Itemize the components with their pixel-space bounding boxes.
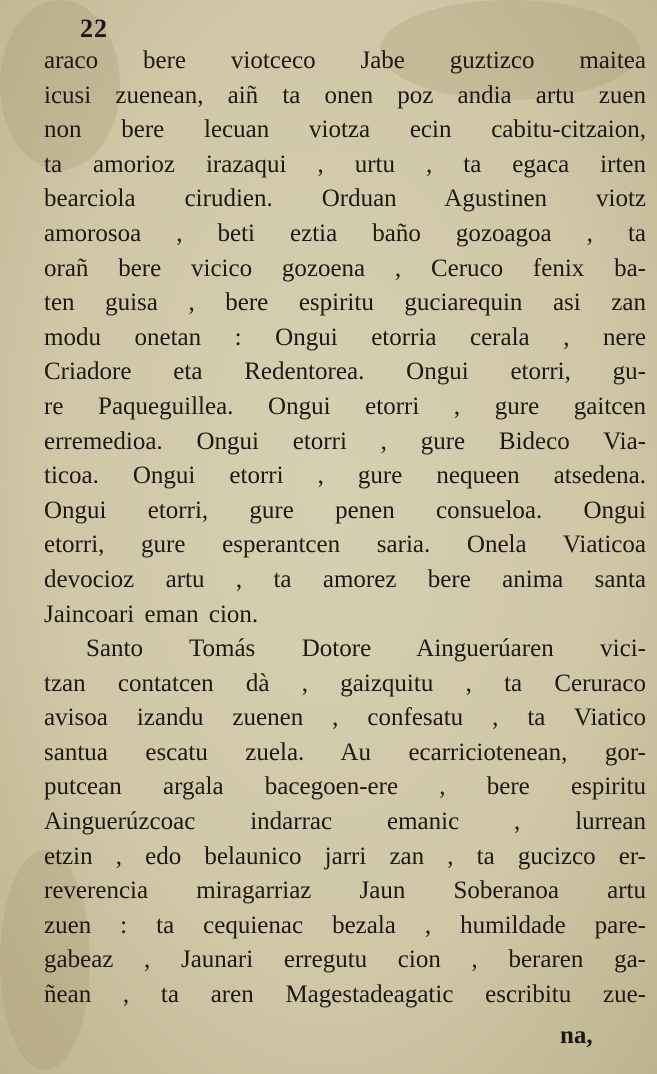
text-line: etzin , edo belaunico jarri zan , ta gucizco er-	[44, 842, 646, 870]
text-line: gabeaz , Jaunari erregutu cion , beraren ga-	[44, 946, 646, 974]
text-line: Santo Tomás Dotore Ainguerúaren vici-	[86, 635, 646, 663]
text-line: modu onetan : Ongui etorria cerala , nere	[44, 323, 646, 351]
text-line: ñean , ta aren Magestadeagatic escribitu zue-	[44, 981, 646, 1009]
text-line: Criadore eta Redentorea. Ongui etorri, gu-	[44, 358, 646, 386]
text-line: bearciola cirudien. Orduan Agustinen viotz	[44, 185, 646, 213]
text-line: devocioz artu , ta amorez bere anima santa	[44, 565, 646, 593]
text-line: orañ bere vicico gozoena , Ceruco fenix ba-	[44, 254, 646, 282]
text-line: tzan contatcen dà , gaizquitu , ta Ceruraco	[44, 669, 646, 697]
text-line: icusi zuenean, aiñ ta onen poz andia artu zuen	[44, 81, 646, 109]
paragraphs	[44, 44, 646, 1013]
text-line: re Paqueguillea. Ongui etorri , gure gaitcen	[44, 392, 646, 420]
text-line: putcean argala bacegoen-ere , bere espiritu	[44, 773, 646, 801]
text-line: Ongui etorri, gure penen consueloa. Ongui	[44, 496, 646, 524]
text-line: amorosoa , beti eztia baño gozoagoa , ta	[44, 219, 646, 247]
text-line: ticoa. Ongui etorri , gure nequeen atsedena.	[44, 462, 646, 490]
text-line: erremedioa. Ongui etorri , gure Bideco Via-	[44, 427, 646, 455]
text-line: ten guisa , bere espiritu guciarequin asi zan	[44, 289, 646, 317]
text-line: etorri, gure esperantcen saria. Onela Viaticoa	[44, 531, 646, 559]
text-line: santua escatu zuela. Au ecarriciotenean, gor-	[44, 738, 646, 766]
text-line: reverencia miragarriaz Jaun Soberanoa artu	[44, 877, 646, 905]
paragraph	[44, 632, 646, 1013]
text-line: Ainguerúzcoac indarrac emanic , lurrean	[44, 808, 646, 836]
text-line: araco bere viotceco Jabe guztizco maitea	[44, 47, 646, 74]
text-line: avisoa izandu zuenen , confesatu , ta Viatico	[44, 704, 646, 732]
body-text	[44, 44, 646, 1013]
catchword: na,	[560, 1022, 593, 1049]
text-line: Jaincoari eman cion.	[44, 600, 259, 628]
paragraph	[44, 44, 646, 632]
page-number: 22	[80, 14, 108, 43]
text-line: zuen : ta cequienac bezala , humildade pare-	[44, 911, 646, 939]
text-line: non bere lecuan viotza ecin cabitu-citzaion,	[44, 116, 646, 144]
text-line: ta amorioz irazaqui , urtu , ta egaca irten	[44, 150, 646, 178]
